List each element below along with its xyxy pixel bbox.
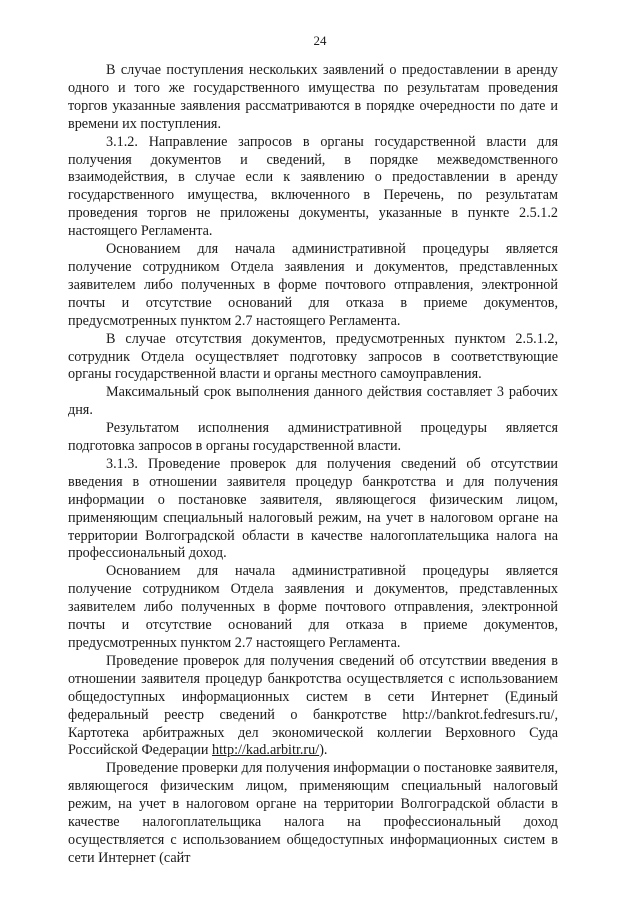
- paragraph-6: Результатом исполнения административной процедуры является подготовка запросов в органы государственной власти.: [68, 420, 558, 455]
- paragraph-7: 3.1.3. Проведение проверок для получения сведений об отсутствии введения в отношении заявителя процедур банкротства и для получения информации о постановке заявителя, являющегося физическим лицом, применяющим специальный налоговый режим, на учет в налоговом органе на территории Волгоградской области в качестве налогоплательщика налога на профессиональный доход.: [68, 455, 558, 562]
- page-number: 24: [313, 33, 327, 48]
- paragraph-8: Основанием для начала административной процедуры является получение сотрудником Отдела заявления и документов, представленных заявителем либо полученных в форме почтового отправления, электронной почты и отсутствие оснований для отказа в приеме документов, предусмотренных пунктом 2.7 настоящего Регламента.: [68, 563, 558, 651]
- paragraph-9-end: ).: [319, 742, 328, 759]
- paragraph-4: В случае отсутствия документов, предусмотренных пунктом 2.5.1.2, сотрудник Отдела осуществляет подготовку запросов в соответствующие органы государственной власти и органы местного самоуправления.: [68, 330, 558, 383]
- kad-arbitr-link[interactable]: http://kad.arbitr.ru/: [212, 742, 320, 759]
- paragraph-9-text: Проведение проверок для получения сведений об отсутствии введения в отношении заявителя процедур банкротства осуществляется с использованием общедоступных информационных систем в сети Интернет (Единый федеральный реестр сведений о банкротстве http://bankrot.fedresurs.ru/, Картотека арбитражных дел экономической коллегии Верховного Суда Российской Федерации: [68, 652, 558, 759]
- paragraph-1: В случае поступления нескольких заявлений о предоставлении в аренду одного и того же государственного имущества по результатам проведения торгов указанные заявления рассматриваются в порядке очередности по дате и времени их поступления.: [68, 62, 558, 132]
- paragraph-10: Проведение проверки для получения информации о постановке заявителя, являющегося физическим лицом, применяющим специальный налоговый режим, на учет в налоговом органе на территории Волгоградской области в качестве налогоплательщика налога на профессиональный доход осуществляется с использованием общедоступных информационных систем в сети Интернет (сайт: [68, 760, 558, 866]
- paragraph-3: Основанием для начала административной процедуры является получение сотрудником Отдела заявления и документов, представленных заявителем либо полученных в форме почтового отправления, электронной почты и отсутствие оснований для отказа в приеме документов, предусмотренных пунктом 2.7 настоящего Регламента.: [68, 241, 558, 329]
- paragraph-2: 3.1.2. Направление запросов в органы государственной власти для получения документов и сведений, в порядке межведомственного взаимодействия, в случае если к заявлению о предоставлении в аренду государственного имущества, включенного в Перечень, по результатам проведения торгов не приложены документы, указанные в пункте 2.5.1.2 настоящего Регламента.: [68, 133, 558, 240]
- paragraph-9: [68, 653, 558, 760]
- paragraph-5: Максимальный срок выполнения данного действия составляет 3 рабочих дня.: [68, 384, 558, 419]
- document-body: [68, 62, 558, 868]
